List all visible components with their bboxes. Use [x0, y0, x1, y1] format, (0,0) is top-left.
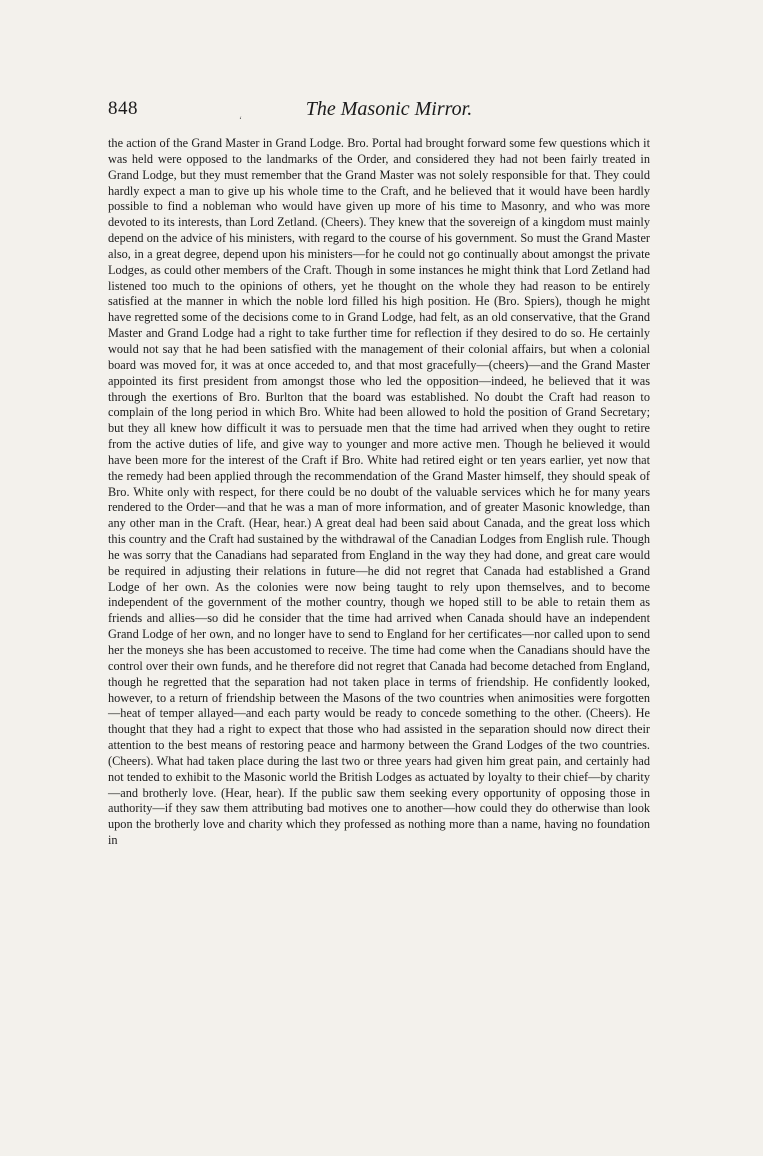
stray-print-mark: ʻ — [239, 115, 242, 125]
running-title: The Masonic Mirror. — [305, 98, 473, 120]
page-number: 848 — [108, 98, 138, 119]
body-paragraph: the action of the Grand Master in Grand Lodge. Bro. Portal had brought forward some few questions which it was held were opposed to the landmarks of the Order, and considered they had not been fairly treated in Grand Lodge, but they must remember that the Grand Master was not solely responsible for that. They could hardly expect a man to give up his whole time to the Craft, and he believed that it would have been hardly possible to find a nobleman who would have given up more of his time to Masonry, and who was more devoted to its interests, than Lord Zetland. (Cheers). They knew that the sovereign of a kingdom must mainly depend on the advice of his ministers, with regard to the course of his government. So must the Grand Master also, in a great degree, depend upon his ministers—for he could not go continually about amongst the private Lodges, as could other members of the Craft. Though in some instances he might think that Lord Zetland had listened too much to the opinions of others, yet he thought on the whole they had reason to be entirely satisfied at the manner in which the noble lord filled his high position. He (Bro. Spiers), though he might have regretted some of the decisions come to in Grand Lodge, had felt, as an old conservative, that the Grand Master and Grand Lodge had a right to take further time for reflection if they desired to do so. He certainly would not say that he had been satisfied with the management of their colonial affairs, but when a colonial board was moved for, it was at once acceded to, and that most gracefully—(cheers)—and the Grand Master appointed its first president from amongst those who led the opposition—indeed, he believed that it was through the exertions of Bro. Burlton that the board was established. No doubt the Craft had reason to complain of the long period in which Bro. White had been allowed to hold the position of Grand Secretary; but they all knew how difficult it was to persuade men that the time had arrived when they ought to retire from the active duties of life, and give way to younger and more active men. Though he believed it would have been more for the interest of the Craft if Bro. White had retired eight or ten years earlier, yet now that the remedy had been applied through the recommendation of the Grand Master himself, they should speak of Bro. White only with respect, for there could be no doubt of the valuable services which he for many years rendered to the Order—and that he was a man of more information, and of greater Masonic knowledge, than any other man in the Craft. (Hear, hear.) A great deal had been said about Canada, and the great loss which this country and the Craft had sustained by the withdrawal of the Canadian Lodges from English rule. Though he was sorry that the Canadians had separated from England in the way they had done, and great care would be required in adjusting their relations in future—he did not regret that Canada had established a Grand Lodge of her own. As the colonies were now being taught to rely upon themselves, and to become independent of the government of the mother country, though we hoped still to be able to retain them as friends and allies—so did he consider that the time had arrived when Canada should have an independent Grand Lodge of her own, and no longer have to send to England for her certificates—nor called upon to send her the moneys she has been accustomed to receive. The time had come when the Canadians should have the control over their own funds, and he therefore did not regret that Canada had become detached from England, though he regretted that the separation had not taken place in terms of friendship. He confidently looked, however, to a return of friendship between the Masons of the two countries when animosities were forgotten—heat of temper allayed—and each party would be ready to concede something to the other. (Cheers). He thought that they had a right to expect that those who had assisted in the separation should now direct their attention to the best means of restoring peace and harmony between the Grand Lodges of the two countries. (Cheers). What had taken place during the last two or three years had given him great pain, and certainly had not tended to exhibit to the Masonic world the British Lodges as actuated by loyalty to their chief—by charity—and brotherly love. (Hear, hear). If the public saw them seeking every opportunity of opposing those in authority—if they saw them attributing bad motives one to another—how could they do otherwise than look upon the brotherly love and charity which they professed as nothing more than a name, having no foundation in — [108, 136, 650, 848]
page-header — [108, 98, 650, 126]
